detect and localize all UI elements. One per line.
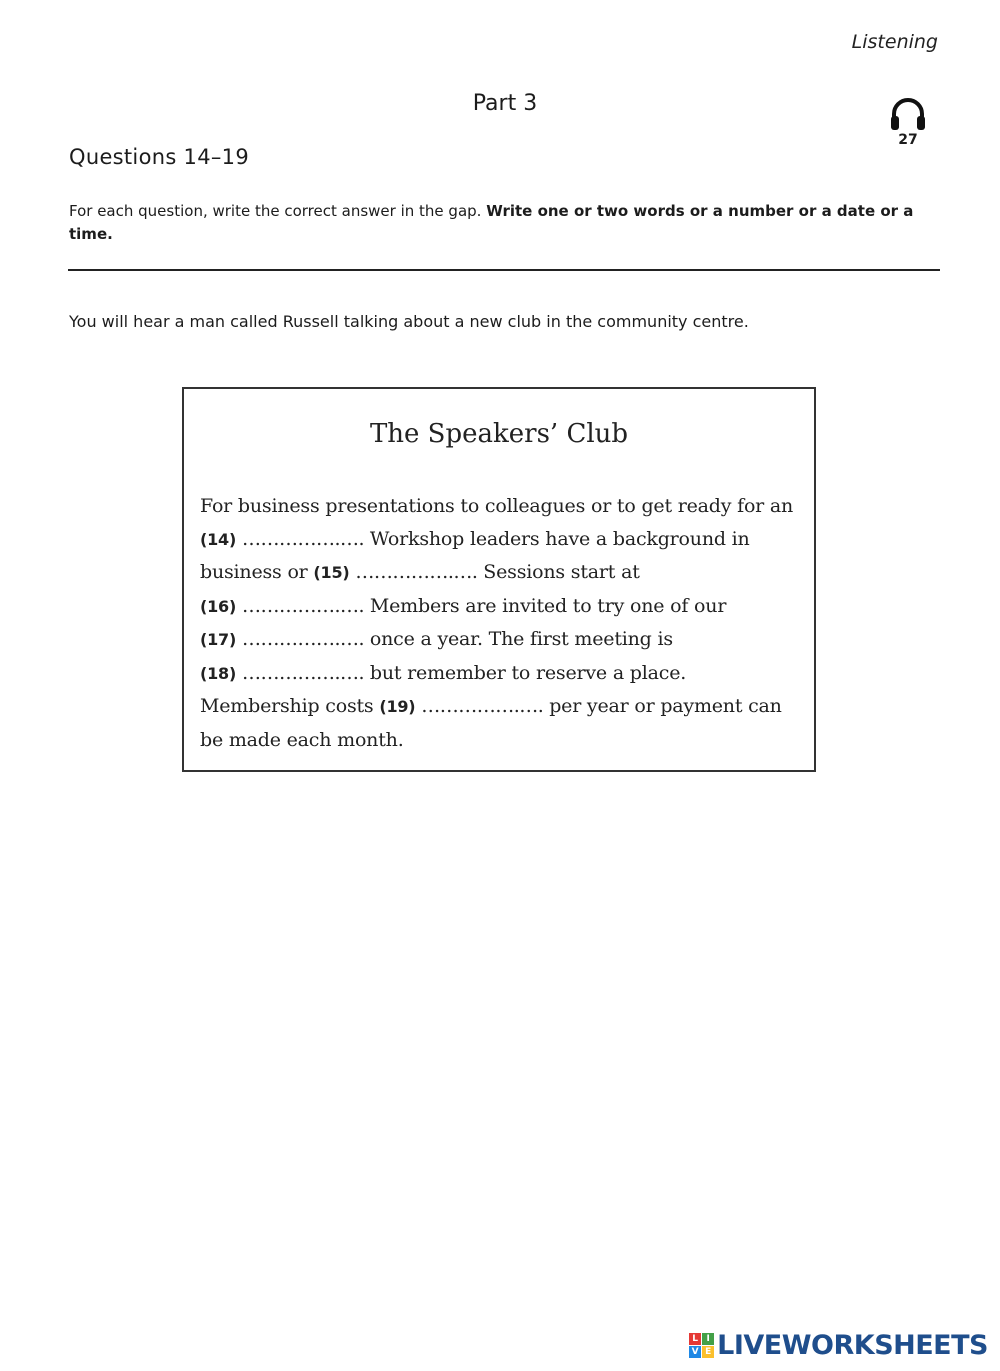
questions-heading: Questions 14–19 (69, 145, 249, 169)
answer-gap-19[interactable]: …………….…. (421, 695, 544, 717)
notes-text: Sessions start at (477, 561, 640, 583)
context-line: You will hear a man called Russell talking about a new club in the community centre. (69, 312, 749, 331)
watermark-text: LIVEWORKSHEETS (717, 1330, 988, 1361)
instruction-text: For each question, write the correct answer in the gap. (69, 202, 487, 220)
headphones-icon[interactable] (888, 94, 928, 134)
notes-line (200, 590, 805, 624)
part-title: Part 3 (472, 91, 538, 116)
logo-letter: I (702, 1333, 714, 1345)
notes-line (200, 690, 805, 724)
answer-gap-17[interactable]: …………….…. (241, 628, 365, 650)
notes-text: be made each month. (200, 728, 404, 751)
divider (68, 269, 940, 271)
question-number: (19) (379, 697, 416, 716)
audio-track-number: 27 (898, 132, 918, 148)
question-number: (14) (200, 529, 237, 549)
liveworksheets-logo-icon (689, 1333, 714, 1358)
notes-text: Workshop leaders have a background in (364, 527, 750, 550)
notes-text: per year or payment can (543, 695, 782, 717)
section-label: Listening (851, 31, 938, 53)
question-number: (16) (200, 596, 237, 616)
notes-text: For business presentations to colleagues or to get ready for an (200, 495, 794, 517)
question-number: (18) (200, 663, 237, 683)
question-number: (17) (200, 630, 237, 649)
answer-gap-14[interactable]: …………….…. (241, 527, 365, 550)
answer-gap-15[interactable]: …………….…. (355, 561, 478, 583)
notes-text: but remember to reserve a place. (364, 661, 687, 684)
notes-text: Membership costs (200, 695, 380, 717)
answer-gap-18[interactable]: …………….…. (241, 661, 365, 684)
notes-text: business or (200, 561, 314, 583)
instructions (69, 200, 929, 246)
logo-letter: E (702, 1346, 714, 1358)
notes-line (200, 623, 805, 657)
notes-line (200, 657, 805, 691)
notes-box (182, 387, 816, 772)
notes-line (200, 724, 805, 757)
notes-line (200, 523, 805, 557)
notes-text: once a year. The first meeting is (364, 628, 673, 650)
notes-title: The Speakers’ Club (369, 419, 629, 449)
notes-text: Members are invited to try one of our (364, 594, 727, 617)
notes-line (200, 490, 805, 523)
notes-line (200, 556, 805, 590)
liveworksheets-watermark[interactable] (689, 1330, 988, 1361)
logo-letter: L (689, 1333, 701, 1345)
instruction-emphasis: Write one or two words or a number or a date or a time. (69, 202, 914, 243)
logo-letter: V (689, 1346, 701, 1358)
question-number: (15) (313, 563, 350, 582)
answer-gap-16[interactable]: …………….…. (241, 594, 365, 617)
notes-body (200, 490, 805, 756)
